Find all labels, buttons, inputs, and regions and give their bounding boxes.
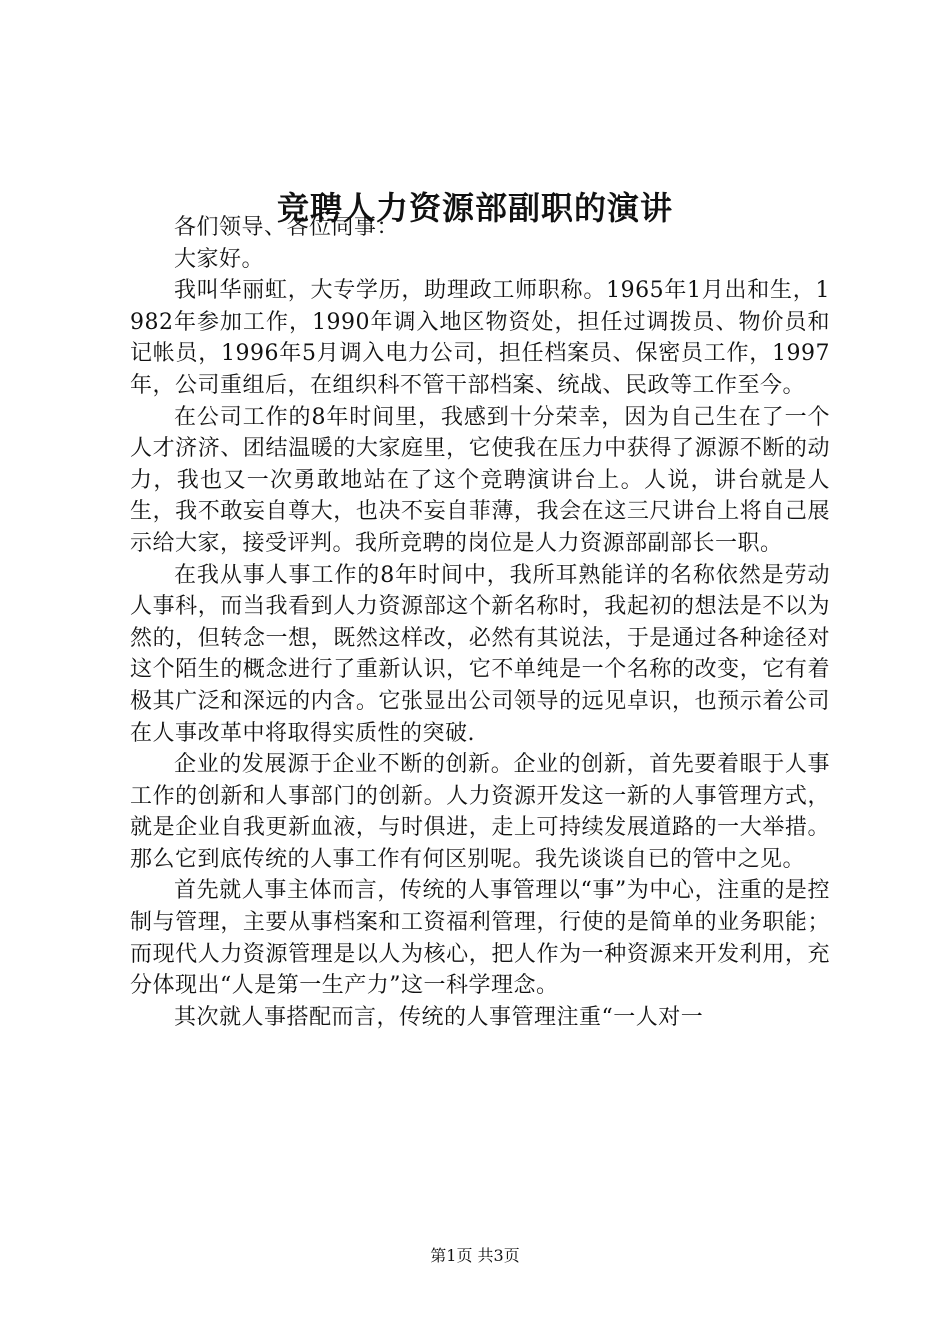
paragraph-department-name: 在我从事人事工作的8年时间中，我所耳熟能详的名称依然是劳动人事科，而当我看到人力资源部这个新名称时，我起初的想法是不以为然的，但转念一想，既然这样改，必然有其说法，于是通过各种途径对这个陌生的概念进行了重新认识，它不单纯是一个名称的改变，它有着极其广泛和深远的内含。它张显出公司领导的远见卓识，也预示着公司在人事改革中将取得实质性的突破.: [130, 562, 830, 746]
page-footer: 第1页 共3页: [430, 1246, 520, 1265]
paragraph-matching-comparison: 其次就人事搭配而言，传统的人事管理注重“一人对一: [174, 1004, 704, 1030]
paragraph-introduction: 我叫华丽虹，大专学历，助理政工师职称。1965年1月出和生，1982年参加工作，1990年调入地区物资处，担任过调拨员、物价员和记帐员，1996年5月调入电力公司，担任档案员、保密员工作，1997年，公司重组后，在组织科不管干部档案、统战、民政等工作至今。: [130, 278, 830, 398]
paragraph-innovation: 企业的发展源于企业不断的创新。企业的创新，首先要着眼于人事工作的创新和人事部门的创新。人力资源开发这一新的人事管理方式，就是企业自我更新血液，与时俱进，走上可持续发展道路的一大举措。那么它到底传统的人事工作有何区别呢。我先谈谈自已的管中之见。: [130, 752, 830, 872]
paragraph-subject-comparison: 首先就人事主体而言，传统的人事管理以“事”为中心，注重的是控制与管理，主要从事档案和工资福利管理，行使的是简单的业务职能；而现代人力资源管理是以人为核心，把人作为一种资源来开发利用，充分体现出“人是第一生产力”这一科学理念。: [130, 878, 830, 999]
document-title: 竞聘人力资源部副职的演讲: [276, 189, 673, 227]
paragraph-work-experience: 在公司工作的8年时间里，我感到十分荣幸，因为自己生在了一个人才济济、团结温暖的大家庭里，它使我在压力中获得了源源不断的动力，我也又一次勇敢地站在了这个竞聘演讲台上。人说，讲台就是人生，我不敢妄自尊大，也决不妄自菲薄，我会在这三尺讲台上将自己展示给大家，接受评判。我所竞聘的岗位是人力资源部副部长一职。: [130, 404, 830, 556]
document-body: [130, 212, 830, 1033]
paragraph-greeting: 大家好。: [174, 246, 265, 272]
paragraph-salutation: 各们领导、各位同事：: [174, 215, 400, 240]
